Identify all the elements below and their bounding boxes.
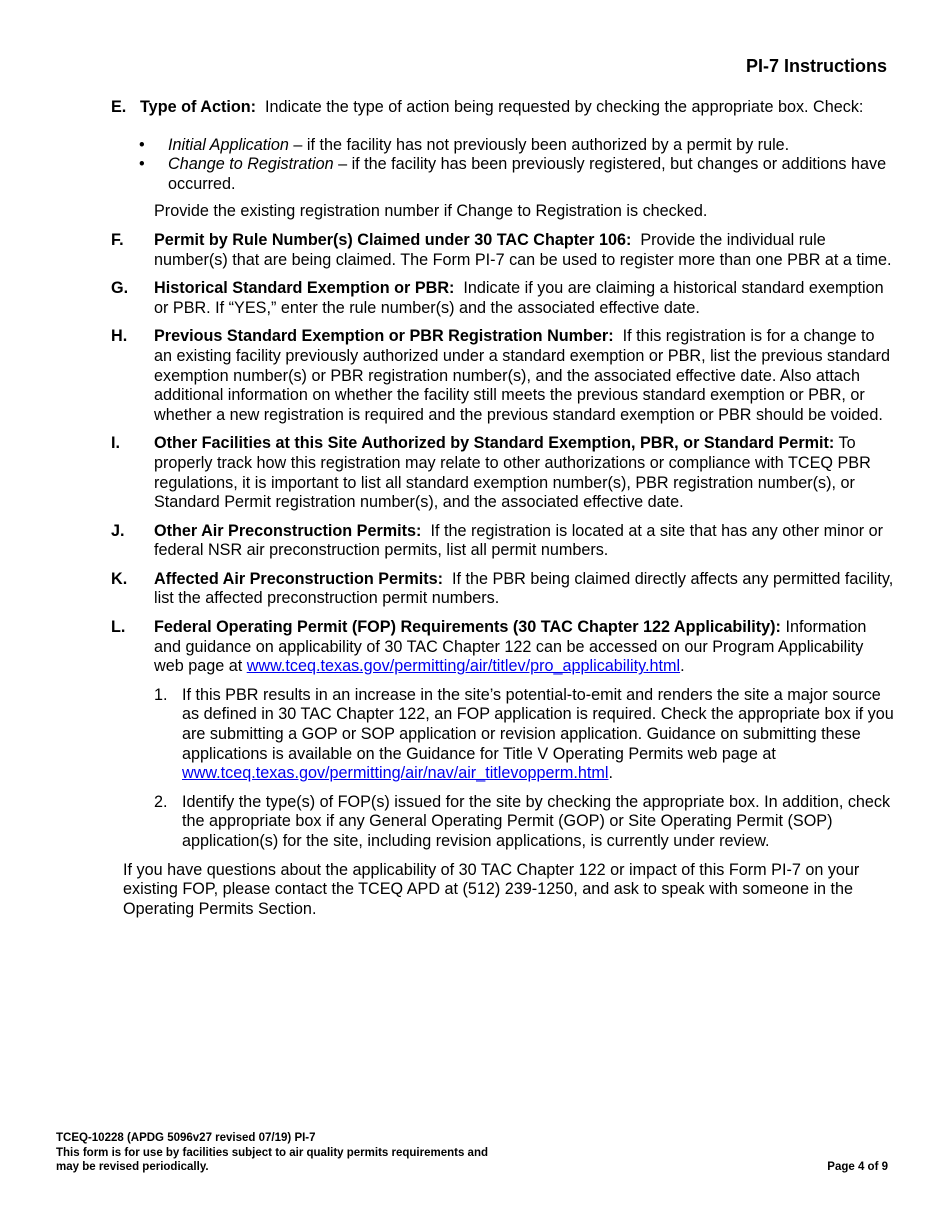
section-text: If this registration is for a change to an existing facility previously authorized under a standard exemption or PBR, list the previous standard exemption number(s) or PBR registration number(s), and the associated effective date. Also attach additional information on whether the facility still meets the previous standard exemption or PBR, or whether a new registration is required and the previous standard exemption or PBR should be voided. xyxy=(154,327,891,424)
section-heading: Other Air Preconstruction Permits: xyxy=(154,521,422,540)
section-letter: L. xyxy=(111,618,126,637)
section-letter: E. xyxy=(111,98,127,116)
form-id: TCEQ-10228 (APDG 5096v27 revised 07/19) PI-7 xyxy=(56,1132,316,1144)
section-heading: Permit by Rule Number(s) Claimed under 30 TAC Chapter 106: xyxy=(154,230,632,249)
section-text: Provide the individual rule number(s) that are being claimed. The Form PI-7 can be used to register more than one PBR at a time. xyxy=(154,230,892,269)
section-heading: Type of Action: xyxy=(140,98,256,116)
list-item xyxy=(125,136,896,156)
bullet-text: – if the facility has not previously been authorized by a permit by rule. xyxy=(288,135,790,154)
section-heading: Previous Standard Exemption or PBR Registration Number: xyxy=(154,327,614,346)
section-letter: F. xyxy=(111,230,124,249)
numbered-item-2 xyxy=(154,793,896,852)
section-letter: J. xyxy=(111,521,125,540)
bullet-term: Initial Application xyxy=(168,135,289,154)
section-heading: Historical Standard Exemption or PBR: xyxy=(154,279,455,298)
section-g xyxy=(111,279,896,318)
item-number: 1. xyxy=(154,685,168,704)
section-f xyxy=(111,231,896,270)
section-text: Indicate the type of action being requested by checking the appropriate box. Check: xyxy=(265,98,864,116)
instructions-body xyxy=(111,98,896,919)
closing-paragraph: If you have questions about the applicability of 30 TAC Chapter 122 or impact of this Form PI-7 on your existing FOP, please contact the TCEQ APD at (512) 239-1250, and ask to speak with someone in the Operating Permits Section. xyxy=(123,860,860,918)
action-type-list xyxy=(111,136,896,195)
item-text: Identify the type(s) of FOP(s) issued for the site by checking the appropriate box. In addition, check the appropriate box if any General Operating Permit (GOP) or Site Operating Permit (SOP) application(s) for the site, including revision applications, is currently under review. xyxy=(182,792,891,850)
list-item xyxy=(125,155,896,194)
section-text: Indicate if you are claiming a historical standard exemption or PBR. If “YES,” enter the rule number(s) and the associated effective date. xyxy=(154,279,884,317)
section-heading: Federal Operating Permit (FOP) Requirements (30 TAC Chapter 122 Applicability): xyxy=(154,618,781,637)
section-letter: G. xyxy=(111,279,129,298)
page-number: Page 4 of 9 xyxy=(827,1161,888,1173)
section-e xyxy=(111,98,896,118)
section-heading: Other Facilities at this Site Authorized by Standard Exemption, PBR, or Standard Permit: xyxy=(154,434,835,453)
page-title: PI-7 Instructions xyxy=(745,56,887,76)
item-text: If this PBR results in an increase in the site’s potential-to-emit and renders the site a major source as defined in 30 TAC Chapter 122, an FOP application is required. Check the appropriate box if you are submitting a GOP or SOP application or revision application. Guidance on submitting these applications is available on the Guidance for Title V Operating Permits web page at xyxy=(182,685,894,763)
section-h xyxy=(111,327,896,425)
numbered-item-1: 1. If this PBR results in an increase in the site’s potential-to-emit and renders the site a major source as defined in 30 TAC Chapter 122, an FOP application is required. Check the appropriate box if you are submitting a GOP or SOP application or revision application. Guidance on submitting these applications is available on the Guidance for Title V Operating Permits web page at www.tceq.texas.gov/permitting/air/nav/air_titlevopperm.html. xyxy=(154,685,894,783)
section-j xyxy=(111,522,896,561)
section-k xyxy=(111,570,896,609)
section-text: Information and guidance on applicability of 30 TAC Chapter 122 can be accessed on our Program Applicability web page at xyxy=(154,618,867,676)
footer-note-line: This form is for use by facilities subject to air quality permits requirements and xyxy=(56,1146,488,1159)
section-heading: Affected Air Preconstruction Permits: xyxy=(154,569,444,588)
item-number: 2. xyxy=(154,792,168,811)
bullet-text: – if the facility has been previously registered, but changes or additions have occurred. xyxy=(168,155,887,193)
section-note: Provide the existing registration number if Change to Registration is checked. xyxy=(154,202,708,221)
title-v-guidance-link[interactable]: www.tceq.texas.gov/permitting/air/nav/air_titlevopperm.html xyxy=(182,764,609,783)
section-text: If the registration is located at a site that has any other minor or federal NSR air preconstruction permits, list all permit numbers. xyxy=(154,521,884,560)
section-l: L. Federal Operating Permit (FOP) Requirements (30 TAC Chapter 122 Applicability): Information and guidance on applicability of 30 TAC Chapter 122 can be accessed on our Program Applicability web page at www.tceq.texas.gov/permitting/air/titlev/pro_applicability.html. 1. If this PBR results in an increase in the site’s potential-to-emit and renders the site a major source as defined in 30 TAC Chapter 122, an FOP application is required. Check the appropriate box if you are submitting a GOP or SOP application or revision application. Guidance on submitting these applications is available on the Guidance for Title V Operating Permits web page at www.tceq.texas.gov/permitting/air/nav/air_titlevopperm.html. 2. Identify the type(s) of FOP(s) issued for the site by checking the appropriate box. In addition, check the appropriate box if any General Operating Permit (GOP) or Site Operating Permit (SOP) application(s) for the site, including revision applications, is currently under review. xyxy=(111,618,896,852)
section-letter: K. xyxy=(111,569,128,588)
footer-note-line: may be revised periodically. xyxy=(56,1161,209,1173)
section-i xyxy=(111,434,896,512)
form-footer xyxy=(56,1131,488,1175)
bullet-term: Change to Registration xyxy=(168,155,334,174)
section-letter: I. xyxy=(111,434,120,453)
bullet-icon: • xyxy=(139,135,145,154)
bullet-icon: • xyxy=(139,155,145,174)
section-text: To properly track how this registration may relate to other authorizations or compliance with TCEQ PBR regulations, it is important to list all standard exemption number(s), PBR registration number(s), or Standard Permit registration number(s), and the associated effective date. xyxy=(154,434,871,512)
applicability-link[interactable]: www.tceq.texas.gov/permitting/air/titlev/pro_applicability.html xyxy=(246,657,681,676)
section-letter: H. xyxy=(111,327,128,346)
section-text: If the PBR being claimed directly affects any permitted facility, list the affected preconstruction permit numbers. xyxy=(154,569,894,608)
